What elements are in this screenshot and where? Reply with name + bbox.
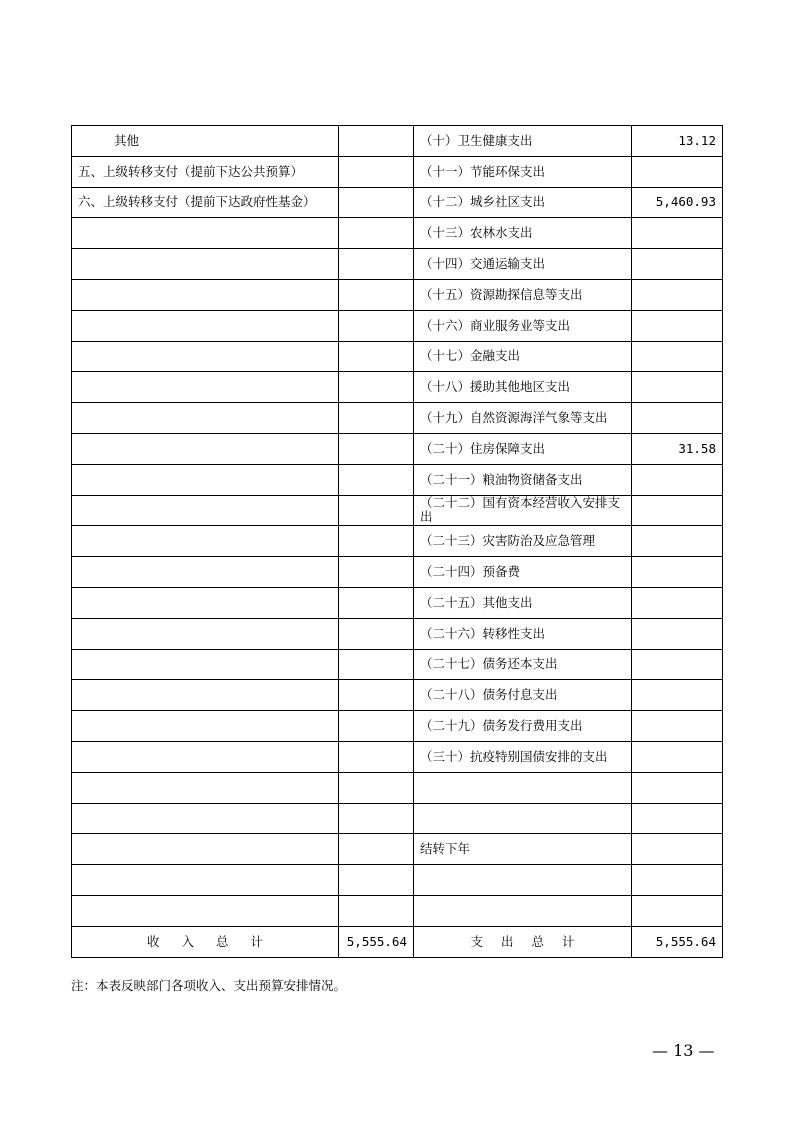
expense-item-label (414, 895, 632, 926)
income-item-label (72, 865, 339, 896)
table-row (72, 156, 723, 187)
table-row (72, 403, 723, 434)
table-row (72, 341, 723, 372)
income-item-label (72, 372, 339, 403)
expense-total-amount: 5,555.64 (632, 926, 723, 957)
expense-item-label: （二十二）国有资本经营收入安排支出 (414, 495, 632, 526)
income-item-amount (339, 834, 414, 865)
income-item-label (72, 741, 339, 772)
income-item-amount (339, 310, 414, 341)
table-row (72, 649, 723, 680)
expense-item-label: （十一）节能环保支出 (414, 156, 632, 187)
table-row (72, 495, 723, 526)
income-item-amount (339, 557, 414, 588)
expense-item-amount (632, 711, 723, 742)
income-item-label (72, 403, 339, 434)
expense-item-amount (632, 618, 723, 649)
expense-item-amount: 31.58 (632, 433, 723, 464)
table-row (72, 618, 723, 649)
income-item-label (72, 803, 339, 834)
income-item-label (72, 834, 339, 865)
expense-item-label: （十八）援助其他地区支出 (414, 372, 632, 403)
income-item-amount (339, 126, 414, 157)
income-item-amount (339, 403, 414, 434)
table-row (72, 741, 723, 772)
expense-item-label: （十二）城乡社区支出 (414, 187, 632, 218)
expense-item-amount (632, 557, 723, 588)
table-row (72, 834, 723, 865)
expense-item-amount: 5,460.93 (632, 187, 723, 218)
table-row (72, 557, 723, 588)
income-item-amount (339, 341, 414, 372)
table-row (72, 187, 723, 218)
expense-item-amount (632, 279, 723, 310)
expense-item-label: （三十）抗疫特别国债安排的支出 (414, 741, 632, 772)
expense-item-label: （二十四）预备费 (414, 557, 632, 588)
income-total-label: 收入总计 (72, 926, 339, 957)
income-item-amount (339, 803, 414, 834)
income-item-label: 六、上级转移支付（提前下达政府性基金） (72, 187, 339, 218)
income-item-amount (339, 526, 414, 557)
expense-item-amount (632, 772, 723, 803)
expense-item-label: （十四）交通运输支出 (414, 249, 632, 280)
expense-item-label: 结转下年 (414, 834, 632, 865)
table-row (72, 433, 723, 464)
expense-item-label: （十五）资源勘探信息等支出 (414, 279, 632, 310)
table-row (72, 464, 723, 495)
expense-item-amount (632, 495, 723, 526)
table-note: 注：本表反映部门各项收入、支出预算安排情况。 (71, 978, 347, 993)
income-item-amount (339, 649, 414, 680)
income-item-label (72, 310, 339, 341)
expense-item-amount (632, 680, 723, 711)
table-row (72, 803, 723, 834)
expense-item-amount (632, 834, 723, 865)
income-item-amount (339, 187, 414, 218)
income-item-amount (339, 618, 414, 649)
income-item-amount (339, 218, 414, 249)
expense-item-label: （十）卫生健康支出 (414, 126, 632, 157)
income-item-label: 其他 (72, 126, 339, 157)
income-item-label (72, 557, 339, 588)
income-item-label (72, 526, 339, 557)
expense-item-label: （十七）金融支出 (414, 341, 632, 372)
income-item-amount (339, 495, 414, 526)
expense-item-amount (632, 526, 723, 557)
income-item-label (72, 649, 339, 680)
income-item-amount (339, 772, 414, 803)
expense-item-amount: 13.12 (632, 126, 723, 157)
expense-item-label: （十九）自然资源海洋气象等支出 (414, 403, 632, 434)
income-item-amount (339, 680, 414, 711)
income-item-label (72, 711, 339, 742)
expense-total-label: 支出总计 (414, 926, 632, 957)
expense-item-amount (632, 464, 723, 495)
budget-table (71, 125, 723, 958)
table-row (72, 895, 723, 926)
income-item-label (72, 218, 339, 249)
income-item-label (72, 433, 339, 464)
income-item-label (72, 680, 339, 711)
table-row (72, 249, 723, 280)
table-row (72, 772, 723, 803)
expense-item-label: （二十七）债务还本支出 (414, 649, 632, 680)
expense-item-amount (632, 341, 723, 372)
expense-item-amount (632, 403, 723, 434)
table-row (72, 279, 723, 310)
expense-item-label: （二十）住房保障支出 (414, 433, 632, 464)
income-total-amount: 5,555.64 (339, 926, 414, 957)
expense-item-amount (632, 649, 723, 680)
income-item-label (72, 587, 339, 618)
income-item-amount (339, 711, 414, 742)
income-item-label (72, 341, 339, 372)
table-row (72, 680, 723, 711)
expense-item-label (414, 865, 632, 896)
page-number: — 13 — (652, 1041, 715, 1060)
income-item-amount (339, 372, 414, 403)
table-body (72, 126, 723, 958)
expense-item-amount (632, 895, 723, 926)
table-row (72, 310, 723, 341)
table-row (72, 526, 723, 557)
expense-item-label: （二十六）转移性支出 (414, 618, 632, 649)
expense-item-label: （二十五）其他支出 (414, 587, 632, 618)
expense-item-amount (632, 218, 723, 249)
totals-row (72, 926, 723, 957)
income-item-label (72, 618, 339, 649)
expense-item-amount (632, 310, 723, 341)
income-item-amount (339, 895, 414, 926)
income-item-amount (339, 249, 414, 280)
income-item-amount (339, 865, 414, 896)
income-item-amount (339, 156, 414, 187)
expense-item-amount (632, 249, 723, 280)
table-row (72, 372, 723, 403)
income-item-amount (339, 741, 414, 772)
table-row (72, 865, 723, 896)
expense-item-amount (632, 156, 723, 187)
expense-item-amount (632, 587, 723, 618)
income-item-label: 五、上级转移支付（提前下达公共预算） (72, 156, 339, 187)
expense-item-amount (632, 865, 723, 896)
expense-item-label: （十三）农林水支出 (414, 218, 632, 249)
income-item-amount (339, 279, 414, 310)
table-row (72, 711, 723, 742)
expense-item-label: （二十八）债务付息支出 (414, 680, 632, 711)
income-item-label (72, 495, 339, 526)
income-item-label (72, 249, 339, 280)
income-item-amount (339, 464, 414, 495)
income-item-amount (339, 433, 414, 464)
expense-item-label (414, 803, 632, 834)
expense-item-label (414, 772, 632, 803)
income-item-label (72, 279, 339, 310)
expense-item-label: （十六）商业服务业等支出 (414, 310, 632, 341)
expense-item-amount (632, 372, 723, 403)
expense-item-label: （二十九）债务发行费用支出 (414, 711, 632, 742)
expense-item-label: （二十一）粮油物资储备支出 (414, 464, 632, 495)
expense-item-amount (632, 803, 723, 834)
table-row (72, 587, 723, 618)
income-item-amount (339, 587, 414, 618)
expense-item-amount (632, 741, 723, 772)
expense-item-label: （二十三）灾害防治及应急管理 (414, 526, 632, 557)
income-item-label (72, 772, 339, 803)
table-row (72, 218, 723, 249)
income-item-label (72, 895, 339, 926)
income-item-label (72, 464, 339, 495)
table-row (72, 126, 723, 157)
